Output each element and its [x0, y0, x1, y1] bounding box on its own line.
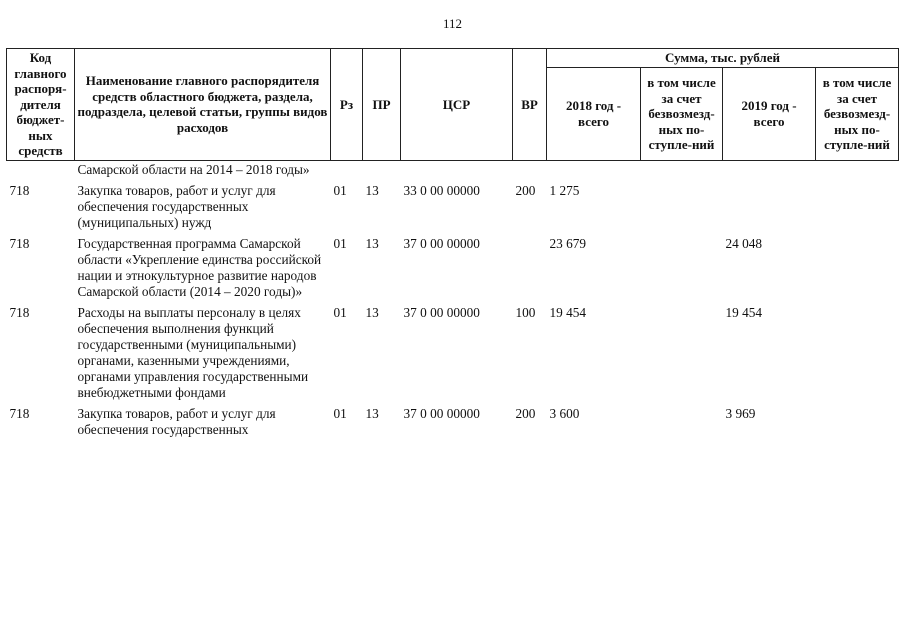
table-body	[7, 160, 899, 442]
cell-2019-total	[723, 182, 816, 235]
header-rz: Рз	[331, 49, 363, 161]
cell-code: 718	[9, 182, 30, 198]
cell-2019-total: 24 048	[725, 235, 763, 251]
cell-2018-total: 1 275	[549, 182, 580, 198]
header-name: Наименование главного распорядителя средств областного бюджета, раздела, подраздела, целевой статьи, группы видов расходов	[75, 49, 331, 161]
cell-2018-grants	[641, 304, 723, 405]
header-csr: ЦСР	[401, 49, 513, 161]
cell-2019-grants	[816, 235, 899, 304]
cell-rz: 01	[333, 304, 347, 320]
cell-name: Закупка товаров, работ и услуг для обеспечения государственных (муниципальных) нужд	[77, 182, 276, 230]
cell-vr: 200	[515, 405, 536, 421]
cell-2019-grants	[816, 304, 899, 405]
table-row	[7, 160, 899, 182]
cell-pr: 13	[365, 182, 379, 198]
cell-csr: 37 0 00 00000	[403, 405, 480, 421]
header-pr: ПР	[363, 49, 401, 161]
cell-vr: 200	[515, 182, 536, 198]
cell-name: Закупка товаров, работ и услуг для обеспечения государственных	[77, 405, 276, 437]
cell-rz: 01	[333, 182, 347, 198]
cell-2019-total: 3 969	[725, 405, 756, 421]
cell-vr: 100	[515, 304, 536, 320]
cell-2018-grants	[641, 235, 723, 304]
cell-vr	[513, 235, 547, 304]
cell-csr	[401, 160, 513, 182]
cell-2019-total	[723, 160, 816, 182]
cell-csr: 33 0 00 00000	[403, 182, 480, 198]
cell-2019-grants	[816, 160, 899, 182]
cell-code: 718	[9, 304, 30, 320]
cell-2018-grants	[641, 182, 723, 235]
cell-code	[7, 160, 75, 182]
page-number: 112	[442, 16, 463, 31]
cell-2018-total: 23 679	[549, 235, 587, 251]
cell-2019-total: 19 454	[725, 304, 763, 320]
cell-csr: 37 0 00 00000	[403, 304, 480, 320]
cell-rz: 01	[333, 235, 347, 251]
cell-name: Расходы на выплаты персоналу в целях обеспечения выполнения функций государственными (муниципальными) органами, казенными учреждениями, органами управления государственными внебюджетными фондами	[77, 304, 309, 400]
cell-rz: 01	[333, 405, 347, 421]
header-2019-total: 2019 год - всего	[723, 68, 816, 161]
cell-csr: 37 0 00 00000	[403, 235, 480, 251]
budget-table	[6, 48, 899, 442]
table-header	[7, 49, 899, 161]
cell-pr: 13	[365, 304, 379, 320]
cell-2018-grants	[641, 160, 723, 182]
table-row	[7, 304, 899, 405]
table-row	[7, 235, 899, 304]
cell-2018-total	[547, 160, 641, 182]
header-2019-grants: в том числе за счет безвозмезд-ных по-ступле-ний	[816, 68, 899, 161]
cell-code: 718	[9, 235, 30, 251]
header-code: Код главного распоря-дителя бюджет-ных средств	[7, 49, 75, 161]
cell-code: 718	[9, 405, 30, 421]
cell-2018-grants	[641, 405, 723, 442]
cell-2019-grants	[816, 405, 899, 442]
table-row	[7, 405, 899, 442]
cell-2019-grants	[816, 182, 899, 235]
cell-name: Самарской области на 2014 – 2018 годы»	[77, 161, 310, 177]
cell-rz	[331, 160, 363, 182]
cell-2018-total: 3 600	[549, 405, 580, 421]
table-row	[7, 182, 899, 235]
cell-pr: 13	[365, 405, 379, 421]
header-2018-grants: в том числе за счет безвозмезд-ных по-ступле-ний	[641, 68, 723, 161]
cell-pr: 13	[365, 235, 379, 251]
header-2018-total: 2018 год - всего	[547, 68, 641, 161]
cell-pr	[363, 160, 401, 182]
cell-vr	[513, 160, 547, 182]
cell-2018-total: 19 454	[549, 304, 587, 320]
cell-name: Государственная программа Самарской области «Укрепление единства российской нации и этнокультурное развитие народов Самарской области (2014 – 2020 годы)»	[77, 235, 322, 299]
header-sum: Сумма, тыс. рублей	[547, 49, 899, 68]
header-vr: ВР	[513, 49, 547, 161]
